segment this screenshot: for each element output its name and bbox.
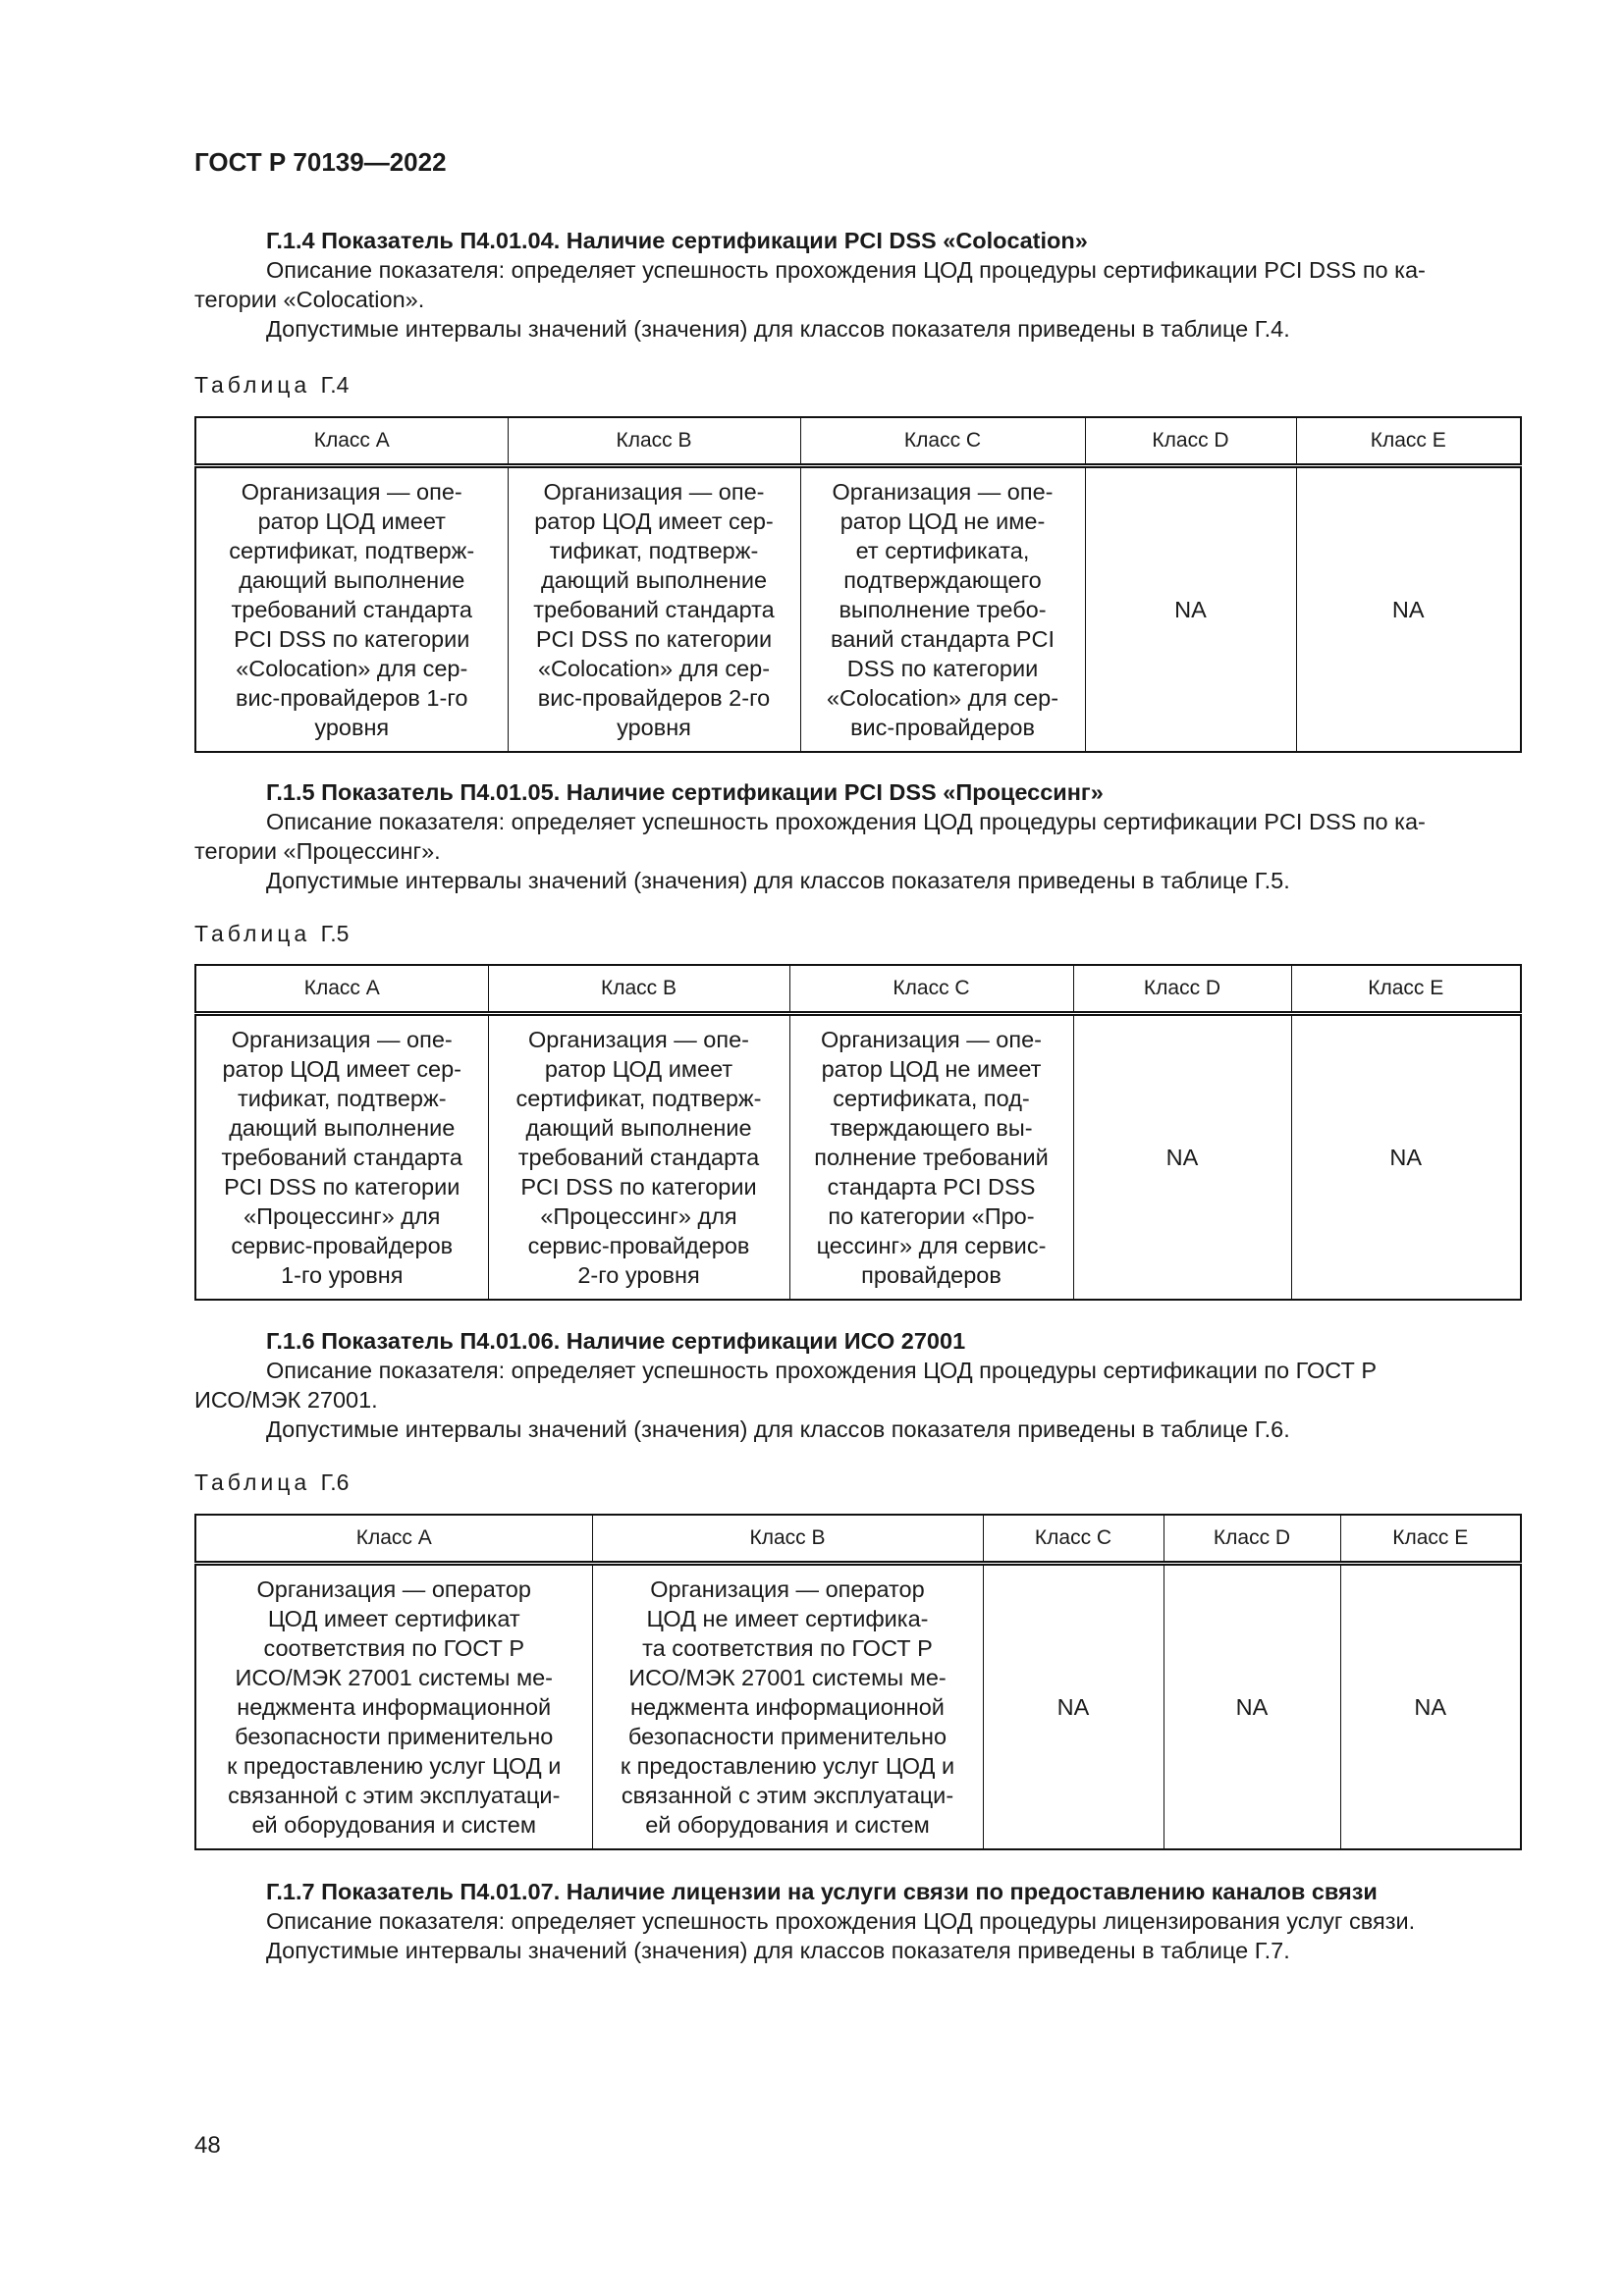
table-cell: NA — [1073, 1014, 1291, 1301]
table-cell: Организация — оператор ЦОД не имеет сертифика- та соответствия по ГОСТ Р ИСО/МЭК 27001 системы ме- неджмента информационной безопасности применительно к предоставлению услуг ЦОД и связанной с этим эксплуатаци- ей оборудования и систем — [592, 1564, 983, 1850]
header-cell: Класс D — [1073, 965, 1291, 1014]
header-cell: Класс C — [789, 965, 1073, 1014]
section-title: Г.1.6 Показатель П4.01.06. Наличие сертификации ИСО 27001 — [266, 1328, 966, 1354]
table-cell: Организация — опе- ратор ЦОД не имеет сертификата, под- тверждающего вы- полнение требований стандарта PCI DSS по категории «Про- цессинг» для сервис- провайдеров — [789, 1014, 1073, 1301]
header-cell: Класс B — [508, 417, 800, 466]
table-cell: Организация — опе- ратор ЦОД имеет сер- тификат, подтверж- дающий выполнение требований стандарта PCI DSS по категории «Процессинг» для сервис-провайдеров 1-го уровня — [195, 1014, 488, 1301]
section-g16 — [194, 1326, 1520, 1444]
table-label: Таблица — [194, 921, 311, 946]
table-caption-g4 — [194, 372, 349, 399]
header-cell: Класс A — [195, 417, 508, 466]
section-description: Описание показателя: определяет успешность прохождения ЦОД процедуры сертификации PCI DSS по ка- тегории «Colocation». — [194, 257, 1426, 312]
header-cell: Класс B — [488, 965, 789, 1014]
table-header-row — [195, 965, 1521, 1014]
section-g14 — [194, 226, 1520, 344]
table-caption-g5 — [194, 921, 349, 947]
table-cell: NA — [1085, 466, 1296, 753]
table-cell: NA — [1291, 1014, 1521, 1301]
section-description: Описание показателя: определяет успешность прохождения ЦОД процедуры сертификации по ГОСТ Р ИСО/МЭК 27001. — [194, 1358, 1378, 1413]
page-number: 48 — [194, 2132, 221, 2159]
header-cell: Класс A — [195, 965, 488, 1014]
header-cell: Класс A — [195, 1515, 592, 1564]
table-number: Г.5 — [320, 921, 350, 946]
header-cell: Класс E — [1291, 965, 1521, 1014]
table-row — [195, 466, 1521, 753]
section-intervals: Допустимые интервалы значений (значения) для классов показателя приведены в таблице Г.5. — [266, 868, 1290, 893]
section-title: Г.1.5 Показатель П4.01.05. Наличие сертификации PCI DSS «Процессинг» — [266, 779, 1104, 805]
table-g5 — [194, 964, 1522, 1301]
table-label: Таблица — [194, 1469, 311, 1495]
section-title: Г.1.7 Показатель П4.01.07. Наличие лицензии на услуги связи по предоставлению каналов связи — [266, 1879, 1378, 1904]
table-cell: Организация — опе- ратор ЦОД имеет сертификат, подтверж- дающий выполнение требований стандарта PCI DSS по категории «Процессинг» для сервис-провайдеров 2-го уровня — [488, 1014, 789, 1301]
header-cell: Класс E — [1340, 1515, 1521, 1564]
table-header-row — [195, 417, 1521, 466]
header-cell: Класс E — [1296, 417, 1521, 466]
section-g15 — [194, 777, 1520, 895]
section-intervals: Допустимые интервалы значений (значения) для классов показателя приведены в таблице Г.7. — [266, 1938, 1290, 1963]
table-cell: Организация — опе- ратор ЦОД имеет сертификат, подтверж- дающий выполнение требований стандарта PCI DSS по категории «Colocation» для сер- вис-провайдеров 1-го уровня — [195, 466, 508, 753]
table-header-row — [195, 1515, 1521, 1564]
table-cell: NA — [1164, 1564, 1340, 1850]
header-cell: Класс C — [800, 417, 1085, 466]
table-g4 — [194, 416, 1522, 753]
table-cell: Организация — опе- ратор ЦОД имеет сер- тификат, подтверж- дающий выполнение требований стандарта PCI DSS по категории «Colocation» для сер- вис-провайдеров 2-го уровня — [508, 466, 800, 753]
header-cell: Класс D — [1164, 1515, 1340, 1564]
section-intervals: Допустимые интервалы значений (значения) для классов показателя приведены в таблице Г.4. — [266, 316, 1290, 342]
document-id: ГОСТ Р 70139—2022 — [194, 147, 447, 177]
header-cell: Класс C — [983, 1515, 1164, 1564]
section-title: Г.1.4 Показатель П4.01.04. Наличие сертификации PCI DSS «Colocation» — [266, 228, 1088, 253]
table-number: Г.4 — [320, 372, 350, 398]
table-cell: Организация — оператор ЦОД имеет сертификат соответствия по ГОСТ Р ИСО/МЭК 27001 системы ме- неджмента информационной безопасности применительно к предоставлению услуг ЦОД и связанной с этим эксплуатаци- ей оборудования и систем — [195, 1564, 592, 1850]
table-g6 — [194, 1514, 1522, 1850]
section-description: Описание показателя: определяет успешность прохождения ЦОД процедуры сертификации PCI DSS по ка- тегории «Процессинг». — [194, 809, 1426, 864]
table-caption-g6 — [194, 1469, 349, 1496]
table-row — [195, 1564, 1521, 1850]
section-description: Описание показателя: определяет успешность прохождения ЦОД процедуры лицензирования услуг связи. — [266, 1908, 1416, 1934]
section-intervals: Допустимые интервалы значений (значения) для классов показателя приведены в таблице Г.6. — [266, 1416, 1290, 1442]
table-number: Г.6 — [320, 1469, 350, 1495]
header-cell: Класс B — [592, 1515, 983, 1564]
section-g17 — [194, 1877, 1520, 1965]
table-label: Таблица — [194, 372, 311, 398]
header-cell: Класс D — [1085, 417, 1296, 466]
table-cell: NA — [1340, 1564, 1521, 1850]
table-cell: Организация — опе- ратор ЦОД не име- ет сертификата, подтверждающего выполнение требо- ваний стандарта PCI DSS по категории «Colocation» для сер- вис-провайдеров — [800, 466, 1085, 753]
table-row — [195, 1014, 1521, 1301]
table-cell: NA — [983, 1564, 1164, 1850]
table-cell: NA — [1296, 466, 1521, 753]
